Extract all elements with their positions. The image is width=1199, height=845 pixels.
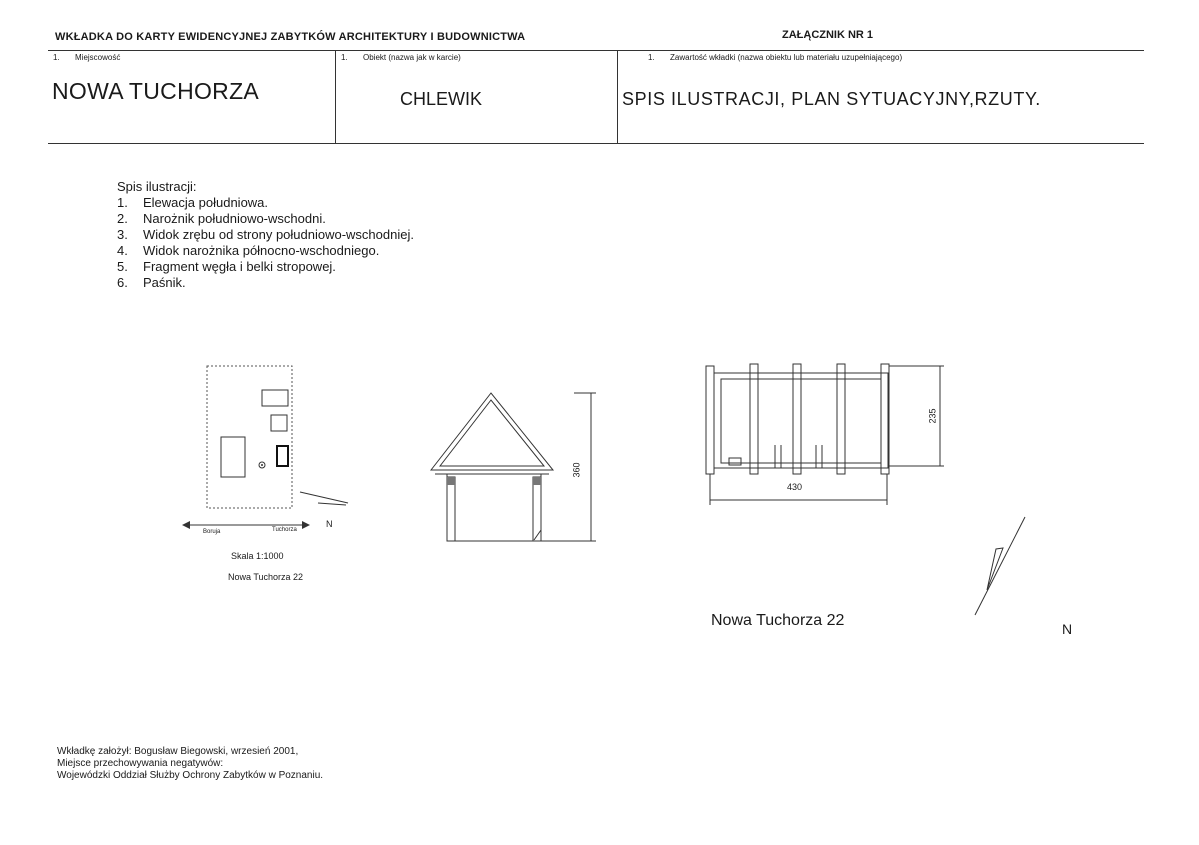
footer-author: Wkładkę założył: Bogusław Biegowski, wrzesień 2001,: [57, 746, 299, 757]
list-item: 4. Widok narożnika północno-wschodniego.: [117, 243, 380, 258]
drawing-address: Nowa Tuchorza 22: [711, 612, 845, 629]
object-value: CHLEWIK: [400, 89, 483, 109]
content-field-label: 1. Zawartość wkładki (nazwa obiektu lub materiału uzupełniającego): [648, 53, 903, 62]
post: [793, 364, 801, 474]
north-arrow-head: [987, 548, 1003, 590]
post: [837, 364, 845, 474]
object-field-label: 1. Obiekt (nazwa jak w karcie): [341, 53, 461, 62]
footer-info: [57, 746, 323, 782]
post: [750, 364, 758, 474]
road-label-left: Boruja: [203, 529, 221, 535]
step: [729, 458, 741, 465]
list-item: 3. Widok zrębu od strony południowo-wschodniej.: [117, 227, 414, 242]
north-arrow-line: [975, 517, 1025, 615]
road-label-right: Tuchorza: [272, 527, 297, 533]
illustration-list-heading: Spis ilustracji:: [117, 179, 197, 194]
list-item: 6. Paśnik.: [117, 275, 186, 290]
footer-storage-place: Wojewódzki Oddział Służby Ochrony Zabytków w Poznaniu.: [57, 770, 324, 781]
site-plan-north-label: N: [326, 519, 333, 529]
content-value: SPIS ILUSTRACJI, PLAN SYTUACYJNY,RZUTY.: [622, 89, 1041, 109]
list-item: 5. Fragment węgła i belki stropowej.: [117, 259, 336, 274]
scale-label: Skala 1:1000: [231, 551, 284, 561]
site-plan-address: Nowa Tuchorza 22: [228, 572, 304, 582]
plan-depth-label: 235: [927, 408, 938, 424]
form-title: WKŁADKA DO KARTY EWIDENCYJNEJ ZABYTKÓW ARCHITEKTURY I BUDOWNICTWA: [55, 31, 526, 43]
locality-field-label: 1. Miejscowość: [53, 53, 121, 62]
footer-storage-label: Miejsce przechowywania negatywów:: [57, 758, 224, 769]
locality-value: NOWA TUCHORZA: [52, 78, 260, 104]
annex-label: ZAŁĄCZNIK NR 1: [782, 29, 874, 41]
north-label: N: [1062, 621, 1073, 637]
plan-width-label: 430: [787, 482, 803, 492]
list-item: 1. Elewacja południowa.: [117, 195, 269, 210]
list-item: 2. Narożnik południowo-wschodni.: [117, 211, 326, 226]
section-height-label: 360: [571, 462, 582, 478]
post: [706, 366, 714, 474]
